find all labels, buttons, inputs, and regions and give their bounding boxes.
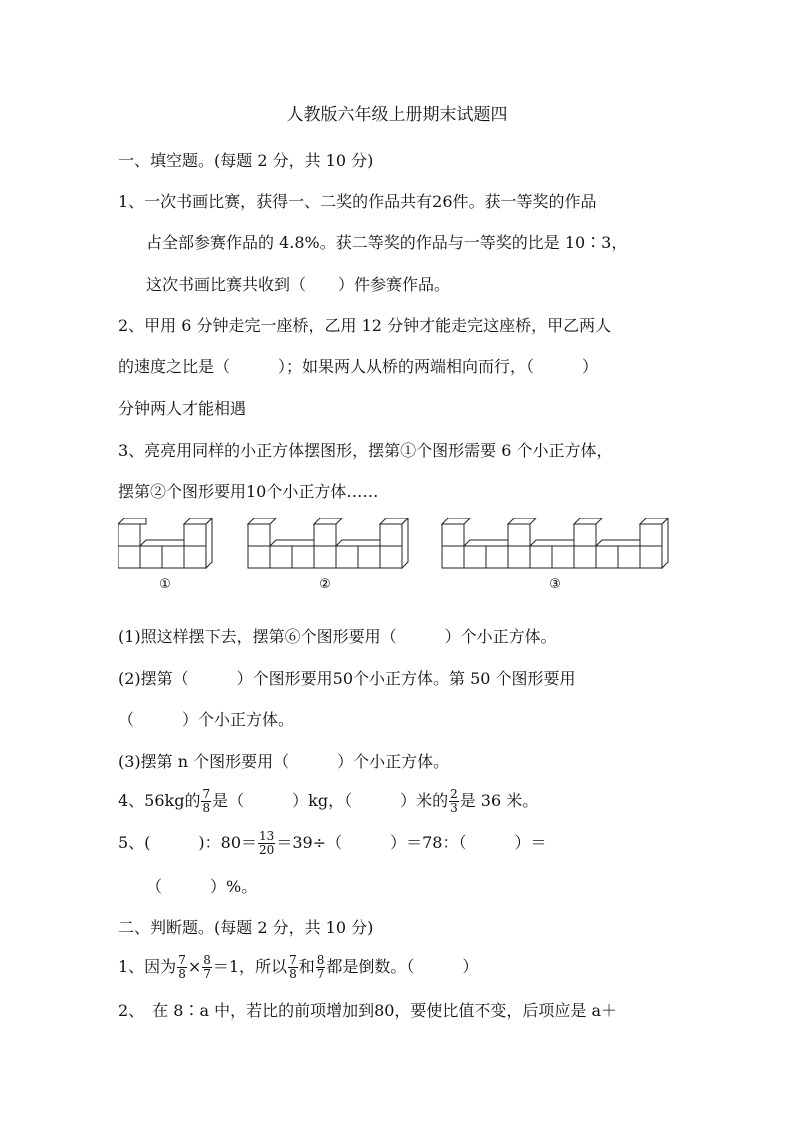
q4-fraction-1 <box>201 788 211 815</box>
q5-line1 <box>118 830 546 857</box>
s2-q1-text2: ＝1，所以 <box>212 957 288 976</box>
frac-c-den: 8 <box>289 967 297 981</box>
s2-q1-frac-d <box>316 954 326 981</box>
q4-frac2-num: 2 <box>450 787 458 801</box>
q1-line3: 这次书画比赛共收到（ ）件参赛作品。 <box>146 275 451 294</box>
q3-sub2-line2: （ ）个小正方体。 <box>118 710 295 729</box>
s2-q1-frac-a <box>177 954 187 981</box>
q3-sub3: (3)摆第 n 个图形要用（ ）个小正方体。 <box>118 752 450 771</box>
q5-fraction <box>258 830 275 857</box>
figure-3 <box>442 518 668 592</box>
cube-figures-svg <box>118 518 678 594</box>
section1-heading: 一、填空题。(每题 2 分，共 10 分) <box>118 151 374 170</box>
q4-text2: 是（ ）kg，（ ）米的 <box>212 791 449 810</box>
q4-fraction-2 <box>449 788 459 815</box>
q5-text2: ＝39÷（ ）＝78：（ ）＝ <box>276 833 547 852</box>
s2-q1-text1: 1、因为 <box>118 957 177 976</box>
frac-a-den: 8 <box>178 967 186 981</box>
s2-q1-text3: 都是倒数。（ ） <box>326 957 479 976</box>
q3-sub1: (1)照这样摆下去，摆第⑥个图形要用（ ）个小正方体。 <box>118 627 557 646</box>
q3-line2: 摆第②个图形要用10个小正方体…… <box>118 482 379 501</box>
cube-figures <box>118 518 678 598</box>
times-sign: × <box>187 957 202 976</box>
frac-d-num: 8 <box>316 953 325 967</box>
s2-q2-line: 2、 在 8∶a 中，若比的前项增加到80，要使比值不变，后项应是 a＋ <box>118 1001 618 1020</box>
q2-line3: 分钟两人才能相遇 <box>118 399 247 418</box>
q1-line1: 1、一次书画比赛，获得一、二奖的作品共有26件。获一等奖的作品 <box>118 192 597 211</box>
q2-line2: 的速度之比是（ ）；如果两人从桥的两端相向而行，（ ） <box>118 357 599 376</box>
frac-c-num: 7 <box>289 953 297 967</box>
s2-q1-frac-b <box>202 954 212 981</box>
figure-1-label: ① <box>159 577 171 592</box>
q4-line <box>118 788 538 815</box>
figure-2-label: ② <box>319 577 331 592</box>
q4-text3: 是 36 米。 <box>459 791 539 810</box>
figure-3-label: ③ <box>549 577 561 592</box>
frac-a-num: 7 <box>178 953 186 967</box>
q5-line2: （ ）%。 <box>146 877 258 896</box>
frac-b-num: 8 <box>203 953 211 967</box>
q5-frac-num: 13 <box>259 829 275 843</box>
q4-frac1-den: 8 <box>202 801 211 815</box>
q1-line2: 占全部参赛作品的 4.8%。获二等奖的作品与一等奖的比是 10∶3， <box>146 233 628 252</box>
page-title: 人教版六年级上册期末试题四 <box>286 105 508 125</box>
q3-line1: 3、亮亮用同样的小正方体摆图形，摆第①个图形需要 6 个小正方体， <box>118 441 613 460</box>
frac-d-den: 7 <box>316 967 325 981</box>
frac-b-den: 7 <box>203 967 211 981</box>
section2-heading: 二、判断题。(每题 2 分，共 10 分) <box>118 918 374 937</box>
q2-line1: 2、甲用 6 分钟走完一座桥，乙用 12 分钟才能走完这座桥，甲乙两人 <box>118 316 612 335</box>
figure-1 <box>118 518 212 592</box>
and-text: 和 <box>298 957 315 976</box>
q5-frac-den: 20 <box>259 843 275 857</box>
q4-frac2-den: 3 <box>450 801 458 815</box>
q3-sub2-line1: (2)摆第（ ）个图形要用50个小正方体。第 50 个图形要用 <box>118 669 576 688</box>
s2-q1-line <box>118 954 478 981</box>
q4-text1: 4、56kg的 <box>118 791 201 810</box>
q5-text1: 5、( )：80＝ <box>118 833 258 852</box>
s2-q1-frac-c <box>288 954 298 981</box>
figure-2 <box>248 518 408 592</box>
q4-frac1-num: 7 <box>202 787 211 801</box>
